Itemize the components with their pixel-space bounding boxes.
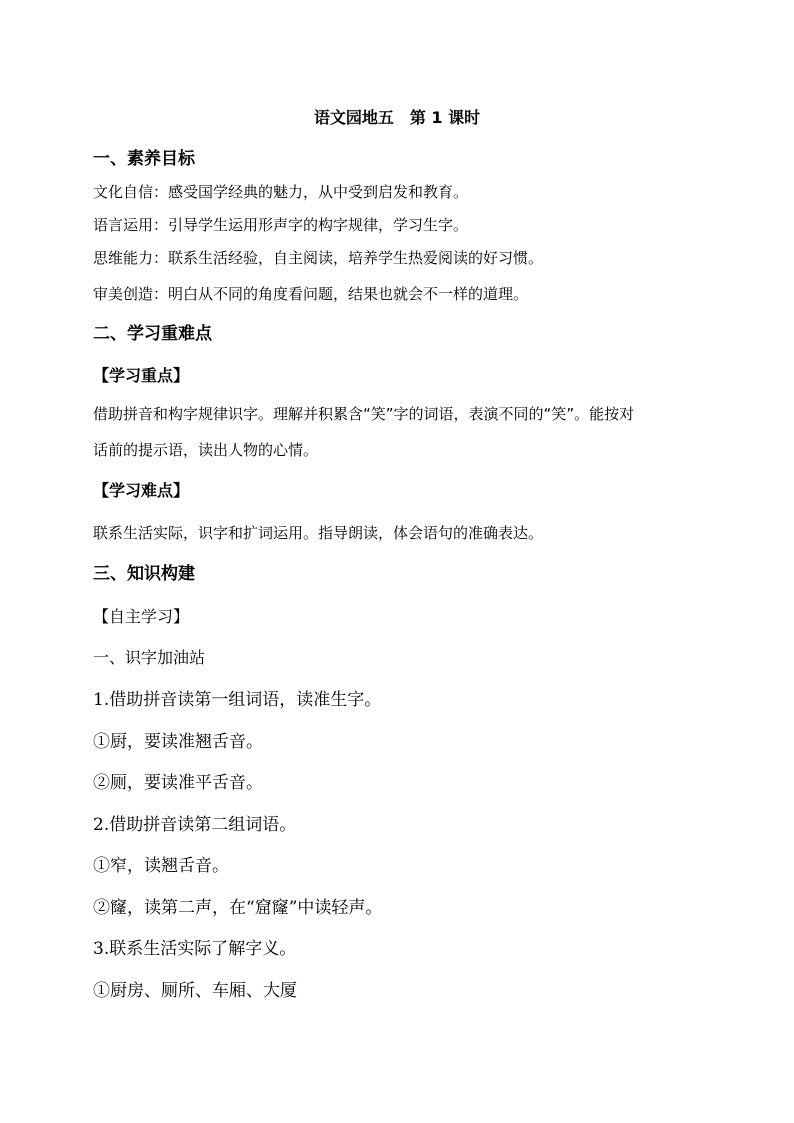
list-item: ①窄，读翘舌音。 bbox=[93, 856, 229, 876]
list-item: 2.借助拼音读第二组词语。 bbox=[93, 815, 297, 835]
goal-item: 审美创造：明白从不同的角度看问题，结果也就会不一样的道理。 bbox=[93, 285, 529, 303]
list-item: 1.借助拼音读第一组词语，读准生字。 bbox=[93, 690, 382, 710]
document-title: 语文园地五 第 1 课时 bbox=[313, 108, 481, 127]
key-point-text: 借助拼音和构字规律识字。理解并积累含“笑”字的词语，表演不同的“笑”。能按对 bbox=[93, 405, 635, 423]
list-item: ①厨房、厕所、车厢、大厦 bbox=[93, 981, 297, 1001]
key-point-text: 话前的提示语，读出人物的心情。 bbox=[93, 441, 319, 459]
section-heading-key-points: 二、学习重难点 bbox=[93, 324, 212, 344]
section-heading-knowledge: 三、知识构建 bbox=[93, 564, 195, 584]
list-item: ②窿，读第二声，在“窟窿”中读轻声。 bbox=[93, 898, 383, 918]
list-item: ②厕，要读准平舌音。 bbox=[93, 773, 263, 793]
list-item: ①厨，要读准翘舌音。 bbox=[93, 732, 263, 752]
difficulty-label: 【学习难点】 bbox=[93, 481, 190, 500]
sub-heading: 一、识字加油站 bbox=[93, 648, 206, 667]
key-point-label: 【学习重点】 bbox=[93, 366, 190, 385]
section-heading-goals: 一、素养目标 bbox=[93, 149, 195, 169]
list-item: 3.联系生活实际了解字义。 bbox=[93, 939, 297, 959]
goal-item: 文化自信：感受国学经典的魅力，从中受到启发和教育。 bbox=[93, 183, 469, 201]
self-study-label: 【自主学习】 bbox=[93, 607, 190, 626]
goal-item: 语言运用：引导学生运用形声字的构字规律，学习生字。 bbox=[93, 216, 469, 234]
difficulty-text: 联系生活实际，识字和扩词运用。指导朗读，体会语句的准确表达。 bbox=[93, 524, 544, 542]
goal-item: 思维能力：联系生活经验，自主阅读，培养学生热爱阅读的好习惯。 bbox=[93, 249, 544, 267]
